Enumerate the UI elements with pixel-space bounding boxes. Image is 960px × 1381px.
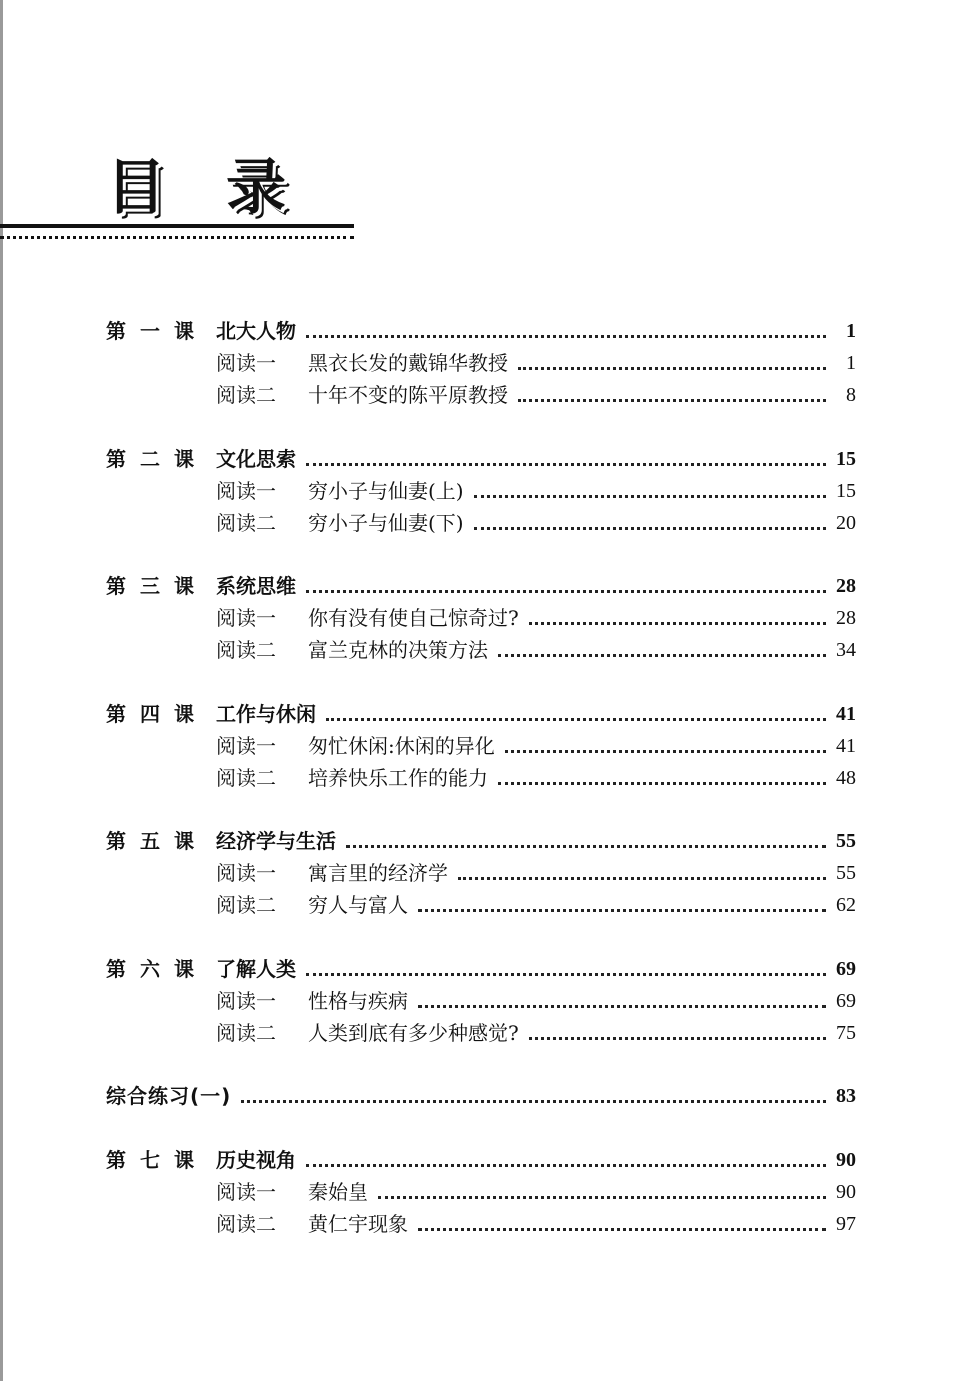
lesson-title: 经济学与生活 [216, 829, 336, 853]
dot-leader [346, 845, 826, 848]
toc-lesson-row[interactable] [106, 1143, 856, 1173]
reading-title: 寓言里的经济学 [308, 861, 448, 885]
reading-title: 穷小子与仙妻(下) [308, 511, 464, 535]
toc-exercise-row[interactable] [106, 1079, 856, 1109]
toc-lesson-row[interactable] [106, 442, 856, 472]
dot-leader [306, 590, 826, 593]
reading-number: 阅读一 [216, 1180, 276, 1204]
page-number: 69 [836, 990, 856, 1012]
page-number: 90 [836, 1181, 856, 1203]
toc-reading-row[interactable] [106, 1016, 856, 1046]
dot-leader [306, 463, 826, 466]
toc-reading-row[interactable] [106, 761, 856, 791]
toc-reading-row[interactable] [106, 346, 856, 376]
reading-title: 穷人与富人 [308, 893, 408, 917]
dot-leader [418, 909, 826, 912]
reading-title: 性格与疾病 [308, 989, 408, 1013]
page-number: 55 [836, 830, 856, 852]
dot-leader [306, 335, 826, 338]
reading-number: 阅读二 [216, 766, 276, 790]
dot-leader [529, 1037, 826, 1040]
dot-leader [505, 750, 826, 753]
lesson-title: 系统思维 [216, 574, 296, 598]
dot-leader [518, 367, 826, 370]
toc-lesson-row[interactable] [106, 697, 856, 727]
reading-title: 秦始皇 [308, 1180, 368, 1204]
title-char-1: 目 [106, 153, 166, 223]
reading-title: 黄仁宇现象 [308, 1212, 408, 1236]
reading-number: 阅读二 [216, 383, 276, 407]
dot-leader [518, 399, 826, 402]
dot-leader [458, 877, 826, 880]
lesson-number: 第六课 [106, 957, 208, 981]
toc-reading-row[interactable] [106, 1207, 856, 1237]
exercise-title: 综合练习(一) [106, 1084, 232, 1108]
toc-reading-row[interactable] [106, 729, 856, 759]
lesson-title: 历史视角 [216, 1148, 296, 1172]
reading-number: 阅读二 [216, 638, 276, 662]
reading-number: 阅读二 [216, 893, 276, 917]
toc-lesson-row[interactable] [106, 569, 856, 599]
lesson-number: 第七课 [106, 1148, 208, 1172]
dot-leader [326, 718, 826, 721]
page-number: 69 [836, 958, 856, 980]
page-number: 83 [836, 1085, 856, 1107]
reading-number: 阅读二 [216, 1021, 276, 1045]
lesson-number: 第四课 [106, 702, 208, 726]
toc-reading-row[interactable] [106, 984, 856, 1014]
dot-leader [498, 782, 826, 785]
toc-reading-row[interactable] [106, 888, 856, 918]
reading-number: 阅读二 [216, 1212, 276, 1236]
reading-title: 十年不变的陈平原教授 [308, 383, 508, 407]
dot-leader [474, 495, 826, 498]
page-number: 62 [836, 894, 856, 916]
lesson-number: 第二课 [106, 447, 208, 471]
dot-leader [378, 1196, 826, 1199]
lesson-number: 第一课 [106, 319, 208, 343]
reading-number: 阅读一 [216, 734, 276, 758]
reading-number: 阅读一 [216, 989, 276, 1013]
lesson-title: 工作与休闲 [216, 702, 316, 726]
lesson-title: 文化思索 [216, 447, 296, 471]
reading-number: 阅读二 [216, 511, 276, 535]
page-number: 97 [836, 1213, 856, 1235]
reading-title: 黑衣长发的戴锦华教授 [308, 351, 508, 375]
page-number: 15 [836, 448, 856, 470]
page-number: 34 [836, 639, 856, 661]
title-char-2: 录 [226, 153, 286, 223]
page-number: 48 [836, 767, 856, 789]
dot-leader [306, 1164, 826, 1167]
lesson-title: 了解人类 [216, 957, 296, 981]
toc-reading-row[interactable] [106, 601, 856, 631]
page-number: 41 [836, 703, 856, 725]
toc-lesson-row[interactable] [106, 952, 856, 982]
reading-number: 阅读一 [216, 861, 276, 885]
reading-number: 阅读一 [216, 351, 276, 375]
dot-leader [418, 1005, 826, 1008]
lesson-title: 北大人物 [216, 319, 296, 343]
reading-title: 匆忙休闲:休闲的异化 [308, 734, 495, 758]
page-number: 20 [836, 512, 856, 534]
reading-title: 培养快乐工作的能力 [308, 766, 488, 790]
reading-title: 人类到底有多少种感觉? [308, 1021, 519, 1045]
lesson-number: 第五课 [106, 829, 208, 853]
toc-lesson-row[interactable] [106, 824, 856, 854]
page-number: 55 [836, 862, 856, 884]
page-number: 1 [846, 352, 856, 374]
toc-reading-row[interactable] [106, 633, 856, 663]
lesson-number: 第三课 [106, 574, 208, 598]
toc-reading-row[interactable] [106, 474, 856, 504]
toc-reading-row[interactable] [106, 1175, 856, 1205]
dot-leader [498, 654, 826, 657]
page-number: 28 [836, 607, 856, 629]
page-number: 8 [846, 384, 856, 406]
reading-title: 你有没有使自己惊奇过? [308, 606, 519, 630]
toc-reading-row[interactable] [106, 856, 856, 886]
page-number: 41 [836, 735, 856, 757]
reading-number: 阅读一 [216, 479, 276, 503]
page-number: 28 [836, 575, 856, 597]
reading-title: 富兰克林的决策方法 [308, 638, 488, 662]
page-number: 1 [846, 320, 856, 342]
dot-leader [241, 1100, 826, 1103]
toc-lesson-row[interactable] [106, 314, 856, 344]
page-number: 90 [836, 1149, 856, 1171]
toc-reading-row[interactable] [106, 506, 856, 536]
dot-leader [529, 622, 826, 625]
reading-number: 阅读一 [216, 606, 276, 630]
reading-title: 穷小子与仙妻(上) [308, 479, 464, 503]
dot-leader [418, 1228, 826, 1231]
toc-reading-row[interactable] [106, 378, 856, 408]
dot-leader [474, 527, 826, 530]
page-number: 15 [836, 480, 856, 502]
page-number: 75 [836, 1022, 856, 1044]
dot-leader [306, 973, 826, 976]
